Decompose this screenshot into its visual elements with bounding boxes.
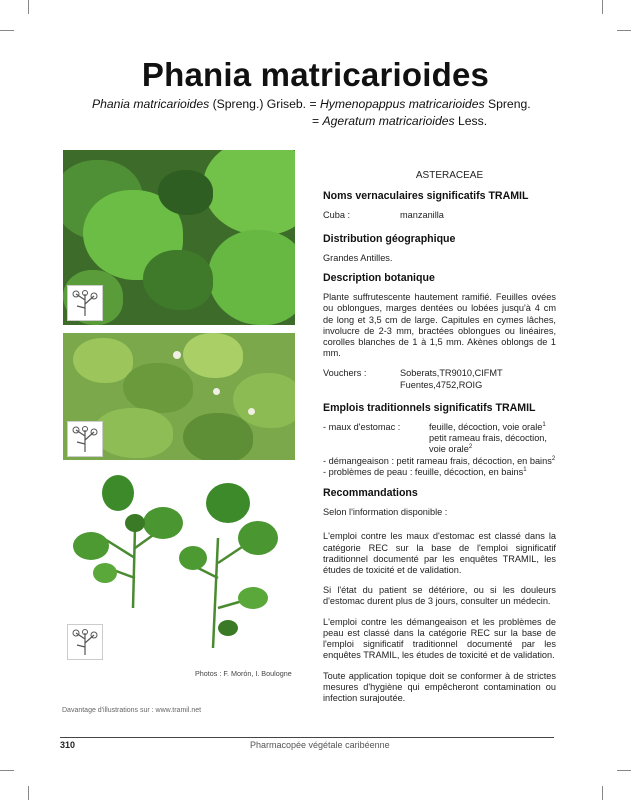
monograph-text xyxy=(323,170,556,713)
crop-mark xyxy=(28,0,29,14)
plant-illustration-thumbnail[interactable] xyxy=(67,285,103,321)
page-number: 310 xyxy=(60,740,76,750)
synonym-line-1 xyxy=(92,97,531,111)
reference-sup: 1 xyxy=(523,466,527,473)
use-stomach xyxy=(323,422,556,456)
vouchers-label: Vouchers : xyxy=(323,368,367,379)
crop-mark xyxy=(602,786,603,800)
section-heading-uses: Emplois traditionnels significatifs TRAMIL xyxy=(323,401,536,414)
leaf-shape xyxy=(143,250,213,310)
plant-sketch-icon xyxy=(68,286,102,320)
synonym-author: Spreng. xyxy=(484,97,531,111)
leaf-shape xyxy=(183,413,253,460)
crop-mark xyxy=(0,770,14,771)
use-skin xyxy=(323,467,556,478)
plant-illustration-thumbnail[interactable] xyxy=(67,624,103,660)
recommendation-3: L'emploi contre les démangeaison et les problèmes de peau est classé dans la catégorie REC sur la base de l'emploi significatif traditionnel documenté par les enquêtes TRAMIL, les études de toxicité et de validation. xyxy=(323,616,556,661)
plant-photo-leaves xyxy=(63,150,295,325)
use-stomach-label: - maux d'estomac : xyxy=(323,422,401,433)
plant-illustration-thumbnail[interactable] xyxy=(67,421,103,457)
section-heading-recommendations: Recommandations xyxy=(323,487,418,500)
reference-sup: 1 xyxy=(542,421,546,428)
crop-mark xyxy=(28,786,29,800)
vouchers-row xyxy=(323,368,556,390)
book-title: Pharmacopée végétale caribéenne xyxy=(250,740,390,750)
section-heading-description: Description botanique xyxy=(323,272,435,285)
reference-sup: 2 xyxy=(551,455,556,462)
plant-photo-cluster xyxy=(63,333,295,460)
use-stomach-1: feuille, décoction, voie orale xyxy=(429,422,543,433)
description-text: Plante suffrutescente hautement ramifié. Feuilles ovées ou oblongues, marges dentées ou lobées jusqu'à 4 cm de long et 3,5 cm de large. Capitules en cymes lâches, involucre de 2-3 mm, bractées oblongues ou linéaires, corolles blanches de 1 à 1,5 mm. Akènes oblongs de 1 mm. xyxy=(323,292,556,359)
plant-family: ASTERACEAE xyxy=(415,170,484,181)
leaf-shape xyxy=(203,150,295,235)
recommendation-2: Si l'état du patient se détériore, ou si les douleurs d'estomac durent plus de 3 jours, consulter un médecin. xyxy=(323,585,556,607)
illustrations-link[interactable]: Davantage d'illustrations sur : www.tramil.net xyxy=(62,707,202,714)
species-author: (Spreng.) Griseb. = xyxy=(209,97,320,111)
use-itch xyxy=(323,456,556,467)
vernacular-country: Cuba : xyxy=(323,210,351,221)
vernacular-name: manzanilla xyxy=(400,210,444,221)
flower-head xyxy=(173,351,181,359)
page-title: Phania matricarioides xyxy=(141,56,490,93)
voucher-1: Soberats,TR9010,CIFMT xyxy=(400,368,503,379)
synonym-name-2: Ageratum matricarioides xyxy=(322,114,455,128)
distribution-text: Grandes Antilles. xyxy=(323,252,393,263)
recommendation-4: Toute application topique doit se conformer à de strictes mesures d'hygiène qui empêcheront contamination ou infection surajoutée. xyxy=(323,670,556,703)
leaf-shape xyxy=(73,338,133,383)
use-stomach-details xyxy=(429,422,556,456)
photo-credit: Photos : F. Morón, I. Boulogne xyxy=(195,669,292,678)
use-skin-text: - problèmes de peau : feuille, décoction, en bains xyxy=(323,466,524,477)
leaf-shape xyxy=(93,408,173,458)
synonym-line-2 xyxy=(312,114,487,128)
herbarium-specimen-photo xyxy=(63,468,295,663)
plant-sketch-icon xyxy=(68,625,102,659)
synonym-author-2: Less. xyxy=(454,114,488,128)
species-name: Phania matricarioides xyxy=(92,97,210,111)
section-heading-distribution: Distribution géographique xyxy=(323,232,456,245)
section-heading-vernacular: Noms vernaculaires significatifs TRAMIL xyxy=(323,190,529,203)
recommendation-1: L'emploi contre les maux d'estomac est classé dans la catégorie REC sur la base de l'emploi significatif traditionnel documenté par les enquêtes TRAMIL, les études de toxicité et de validation. xyxy=(323,531,556,576)
synonym-prefix: = xyxy=(312,114,323,128)
crop-mark xyxy=(0,30,14,31)
footer-rule xyxy=(60,737,554,738)
vouchers-values xyxy=(400,368,503,390)
vernacular-row xyxy=(323,210,556,221)
use-itch-text: - démangeaison : petit rameau frais, décoction, en bains xyxy=(323,455,552,466)
leaf-shape xyxy=(208,230,295,325)
flower-head xyxy=(213,388,220,395)
synonym-name: Hymenopappus matricarioides xyxy=(319,97,485,111)
use-stomach-2: petit rameau frais, décoction, voie orale xyxy=(429,433,547,455)
voucher-2: Fuentes,4752,ROIG xyxy=(400,379,483,390)
leaf-shape xyxy=(183,333,243,378)
reference-sup: 2 xyxy=(468,444,473,451)
leaf-shape xyxy=(158,170,213,215)
crop-mark xyxy=(602,0,603,14)
flower-head xyxy=(248,408,255,415)
crop-mark xyxy=(617,770,631,771)
plant-sketch-icon xyxy=(68,422,102,456)
recommendation-intro: Selon l'information disponible : xyxy=(323,507,448,518)
leaf-shape xyxy=(123,363,193,413)
crop-mark xyxy=(617,30,631,31)
